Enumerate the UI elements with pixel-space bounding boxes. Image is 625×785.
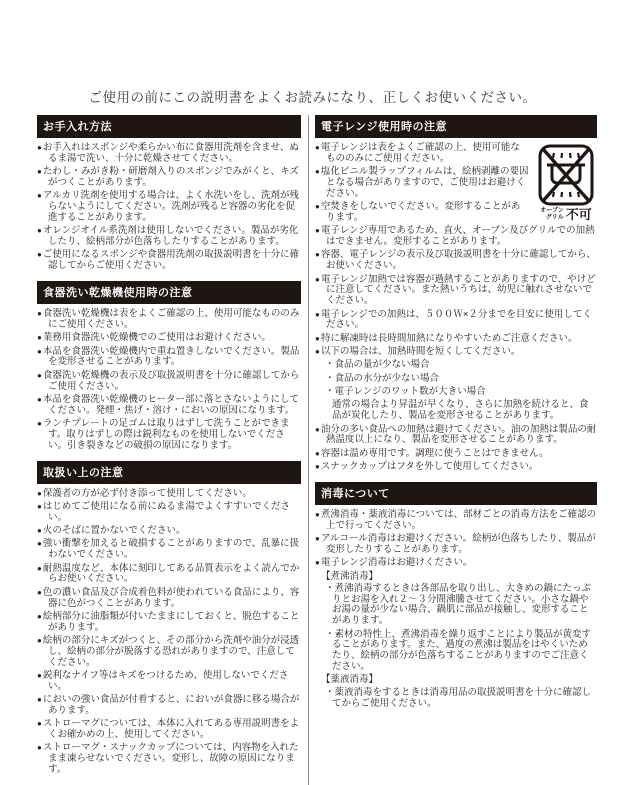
instruction-item: ● 電子レンジ加熱では容器が過熱することがありますので、やけどに注意してください。また熱いうちは、幼児に触れさせないでください。 [315,275,597,307]
section-care [37,115,301,272]
instruction-item: ● 業務用食器洗い乾燥機でのご使用はお避けください。 [37,333,301,344]
instruction-item: ・ 煮沸消毒するときは各部品を取り出し、大きめの鍋にたっぷりとお湯を入れ２〜３分間沸騰させてください。小さな鍋やお湯の量が少ない場合、鍋肌に部品が接触し、変形することがあります。 [315,584,597,627]
instruction-item: ・ 薬液消毒をするときは消毒用品の取扱説明書を十分に確認してからご使用ください。 [315,688,597,710]
icon-label-grill: グリル [545,214,564,221]
instruction-item: ● ストローマグ・スナックカップについては、内容物を入れたまま凍らせないでください。変形し、故障の原因になります。 [37,743,301,775]
instruction-item: ● 電子レンジ消毒はお避けください。 [315,558,597,569]
instruction-item: ・ 食品の量が少ない場合 [315,360,597,371]
instruction-item: ● 煮沸消毒・薬液消毒については、部材ごとの消毒方法をご確認の上で行ってください。 [315,510,597,532]
instruction-item: ● 容器、電子レンジの表示及び取扱説明書を十分に確認してから、お使いください。 [315,250,597,272]
instruction-item: ● 特に解凍時は長時間加熱になりやすいためご注意ください。 [315,334,597,345]
instruction-item: 通常の場合より昇温が早くなり、さらに加熱を続けると、食品が炭化したり、製品を変形させることがあります。 [332,399,589,422]
instruction-item: ● 鋭利なナイフ等はキズをつけるため、使用しないでください。 [37,671,301,693]
section-dishwasher [37,281,301,451]
section-disinfection [315,482,597,710]
instruction-item: ● 耐熱温度など、本体に刻印してある品質表示をよく読んでからお使いください。 [37,564,301,586]
instruction-item: ● たわし・みがき粉・研磨剤入りのスポンジでみがくと、キズがつくことがあります。 [37,167,301,189]
instruction-item: ● ストローマグについては、本体に入れてある専用説明書をよくお確かめの上、使用してください。 [37,719,301,741]
instruction-item: ● 絵柄の部分にキズがつくと、その部分から洗剤や油分が浸透し、絵柄の部分が脱落する恐れがありますので、注意してください。 [37,636,301,668]
section-microwave [315,115,597,473]
instruction-item: ・ 食品の水分が少ない場合 [315,374,597,385]
section-heading-disinfection: 消毒について [315,482,597,505]
instruction-item: ● お手入れはスポンジや柔らかい布に食器用洗剤を含ませ、ぬるま湯で洗い、十分に乾燥させてください。 [37,143,301,165]
instruction-item: ● アルコール消毒はお避けください。絵柄が色落ちしたり、製品が変形したりすることがあります。 [315,534,597,556]
method-label: 【煮沸消毒】 [321,570,379,582]
instruction-item: ● はじめてご使用になる前にぬるま湯でよくすすいでください。 [37,502,301,524]
instruction-item: ● ランチプレートの足ゴムは取りはずして洗うことができます。取りはずしの際は鋭利なものを使用しないでください。引き裂きなどの破損の原因になります。 [37,419,301,451]
icon-label-prohibited: 不可 [565,207,592,223]
instruction-item: ● オレンジオイル系洗剤は使用しないでください。製品が劣化したり、絵柄部分が色落ちしたりすることがあります。 [37,226,301,248]
instruction-item: ● においの強い食品が付着すると、においが食器に移る場合があります。 [37,695,301,717]
instruction-item: ● 絵柄部分に油脂類が付いたままにしておくと、脱色することがあります。 [37,612,301,634]
instruction-item: ● 電子レンジは表をよくご確認の上、使用可能なもののみにご使用ください。 [315,143,597,165]
instruction-item: ・ 素材の特性上、煮沸消毒を繰り返すことにより製品が黄変することがあります。また、過度の煮沸は製品をはやくいためたり、絵柄の部分が色落ちすることがありますのでご注意ください。 [315,630,597,673]
instruction-item: ● 色の濃い食品及び合成着色料が使われている食品により、容器に色がつくことがあります。 [37,588,301,610]
oven-grill-prohibited-glyph [538,144,594,206]
instruction-item: ● 以下の場合は、加熱時間を短くしてください。 [315,347,597,358]
section-heading-dishwasher: 食器洗い乾燥機使用時の注意 [37,281,301,304]
section-heading-microwave: 電子レンジ使用時の注意 [315,115,597,138]
instruction-item: ● アルカリ洗剤を使用する場合は、よく水洗いをし、洗剤が残らないようにしてください。洗剤が残ると容器の劣化を促進することがあります。 [37,191,301,223]
page-title: ご使用の前にこの説明書をよくお読みになり、正しくお使いください。 [88,90,537,105]
icon-label-oven: オーブン [540,208,564,214]
two-column-content [37,115,597,785]
instruction-item: ● 強い衝撃を加えると破損することがありますので、乱暴に扱わないでください。 [37,539,301,561]
instruction-item: ● 電子レンジ専用であるため、直火、オーブン及びグリルでの加熱はできません。変形することがあります。 [315,226,597,248]
instruction-item: ● 本品を食器洗い乾燥機のヒーター部に落とさないようにしてください。発煙・焦げ・溶け・においの原因になります。 [37,395,301,417]
instruction-item: ● 容器は温め専用です。調理に使うことはできません。 [315,449,597,460]
oven-grill-prohibited-icon [535,144,597,222]
instruction-item: ● 本品を食器洗い乾燥機内で重ね置きしないでください。製品を変形させることがあります。 [37,347,301,369]
section-heading-handling: 取扱い上の注意 [37,461,301,484]
instruction-item: ● 油分の多い食品への加熱は避けてください。油の加熱は製品の耐熱温度以上になり、製品を変形させることがあります。 [315,425,597,447]
instruction-item: ● 食器洗い乾燥機は表をよくご確認の上、使用可能なもののみにご使用ください。 [37,309,301,331]
oven-grill-prohibited-label [535,208,597,222]
instruction-item: ● 火のそばに置かないでください。 [37,526,301,537]
section-heading-care: お手入れ方法 [37,115,301,138]
instruction-item: ● 電子レンジでの加熱は、５００Ｗ×２分までを目安に使用してください。 [315,310,597,332]
instruction-item: ・ 電子レンジのワット数が大きい場合 [315,387,597,398]
right-column [308,115,597,785]
instruction-item: ● 空焚きをしないでください。変形することがあります。 [315,202,597,224]
instruction-item: ● 塩化ビニル製ラップフィルムは、絵柄剥離の要因となる場合がありますので、ご使用はお避けください。 [315,167,597,199]
section-handling [37,461,301,776]
method-label: 【薬液消毒】 [321,674,379,686]
instruction-item: ● 食器洗い乾燥機の表示及び取扱説明書を十分に確認してからご使用ください。 [37,371,301,393]
left-column [37,115,301,785]
instruction-item: ● 保護者の方が必ず付き添って使用してください。 [37,489,301,500]
instruction-item: ● ご使用になるスポンジや食器用洗剤の取扱説明書を十分に確認してからご使用ください。 [37,250,301,272]
instruction-item: ● スナックカップはフタを外して使用してください。 [315,462,597,473]
